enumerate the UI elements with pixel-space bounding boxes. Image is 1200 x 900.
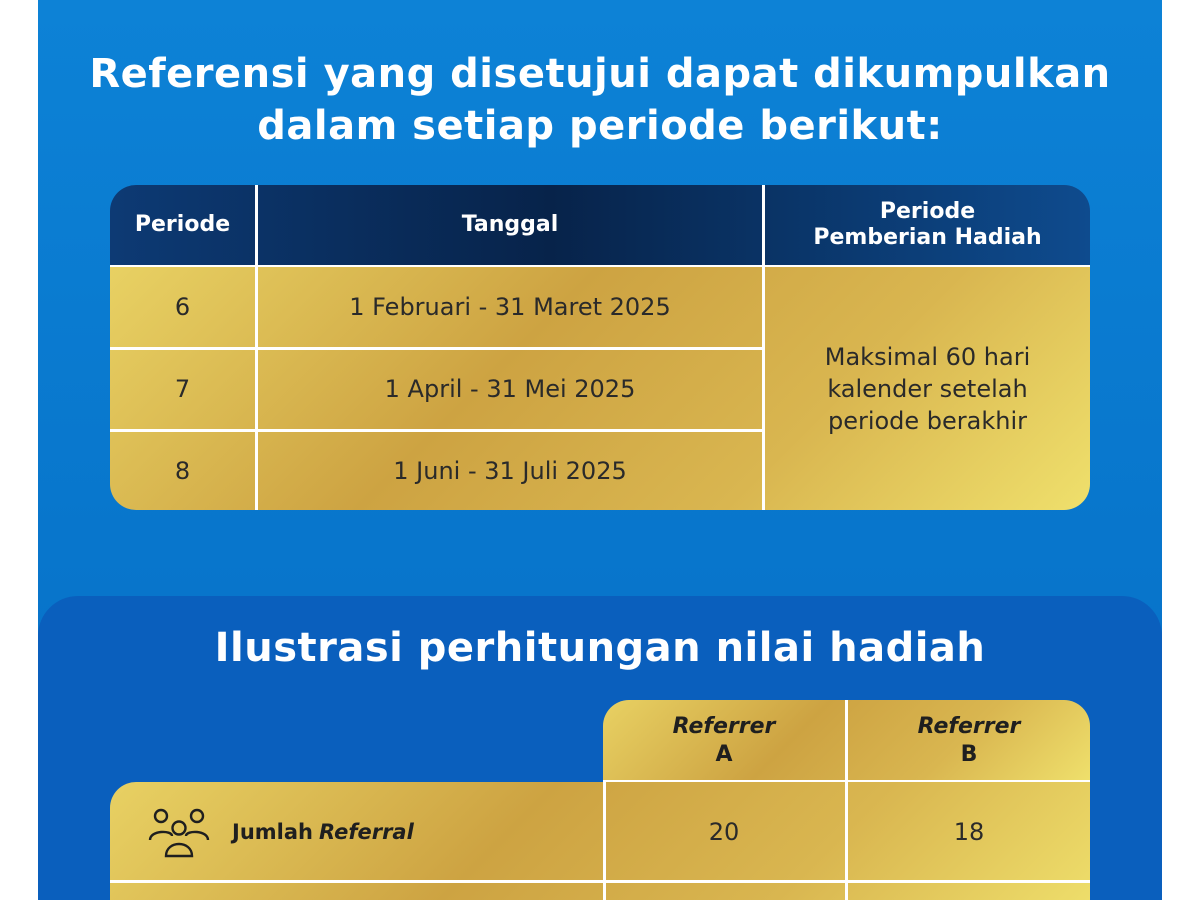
title-line-1: Referensi yang disetujui dapat dikumpulkan bbox=[89, 51, 1111, 97]
column-divider bbox=[762, 185, 765, 510]
row-label-text: Jumlah bbox=[232, 820, 313, 844]
referrer-table-body bbox=[110, 782, 1090, 900]
header-referrer-b bbox=[848, 700, 1090, 782]
table-cell-periode: 6 bbox=[174, 293, 191, 321]
referrer-b-label: Referrer bbox=[917, 714, 1021, 739]
people-group-icon bbox=[148, 806, 210, 858]
table-cell-tanggal: 1 April - 31 Mei 2025 bbox=[384, 375, 636, 403]
row-label-jumlah-referral bbox=[148, 782, 588, 882]
header-referrer-a bbox=[603, 700, 845, 782]
header-reward-line1: Periode bbox=[879, 199, 976, 224]
value-referrer-a: 20 bbox=[708, 818, 740, 846]
table-cell-tanggal: 1 Februari - 31 Maret 2025 bbox=[349, 293, 671, 321]
table-cell-periode: 7 bbox=[174, 375, 191, 403]
row-divider bbox=[110, 429, 762, 432]
reward-text-line3: periode berakhir bbox=[827, 406, 1028, 435]
reward-text-line2: kalender setelah bbox=[827, 374, 1028, 403]
section-title-illustration: Ilustrasi perhitungan nilai hadiah bbox=[214, 625, 986, 671]
referrer-b-letter: B bbox=[960, 742, 978, 767]
header-periode: Periode bbox=[134, 212, 231, 237]
reward-text-line1: Maksimal 60 hari bbox=[824, 342, 1031, 371]
header-reward-period bbox=[765, 185, 1090, 265]
row-label-italic: Referral bbox=[318, 820, 414, 844]
referrer-a-label: Referrer bbox=[672, 714, 776, 739]
column-divider bbox=[845, 700, 848, 782]
header-tanggal: Tanggal bbox=[461, 212, 559, 237]
value-referrer-b: 18 bbox=[953, 818, 985, 846]
table-cell-periode: 8 bbox=[174, 456, 191, 485]
section-title-periods bbox=[0, 48, 1200, 152]
reward-period-cell bbox=[765, 267, 1090, 510]
column-divider bbox=[255, 185, 258, 510]
row-divider bbox=[110, 880, 1090, 883]
referrer-a-letter: A bbox=[715, 742, 733, 767]
table-cell-tanggal: 1 Juni - 31 Juli 2025 bbox=[393, 456, 627, 485]
header-reward-line2: Pemberian Hadiah bbox=[813, 225, 1042, 250]
title-line-2: dalam setiap periode berikut: bbox=[257, 103, 943, 149]
row-divider bbox=[110, 347, 762, 350]
period-table bbox=[110, 185, 1090, 510]
referrer-table-header bbox=[603, 700, 1090, 782]
